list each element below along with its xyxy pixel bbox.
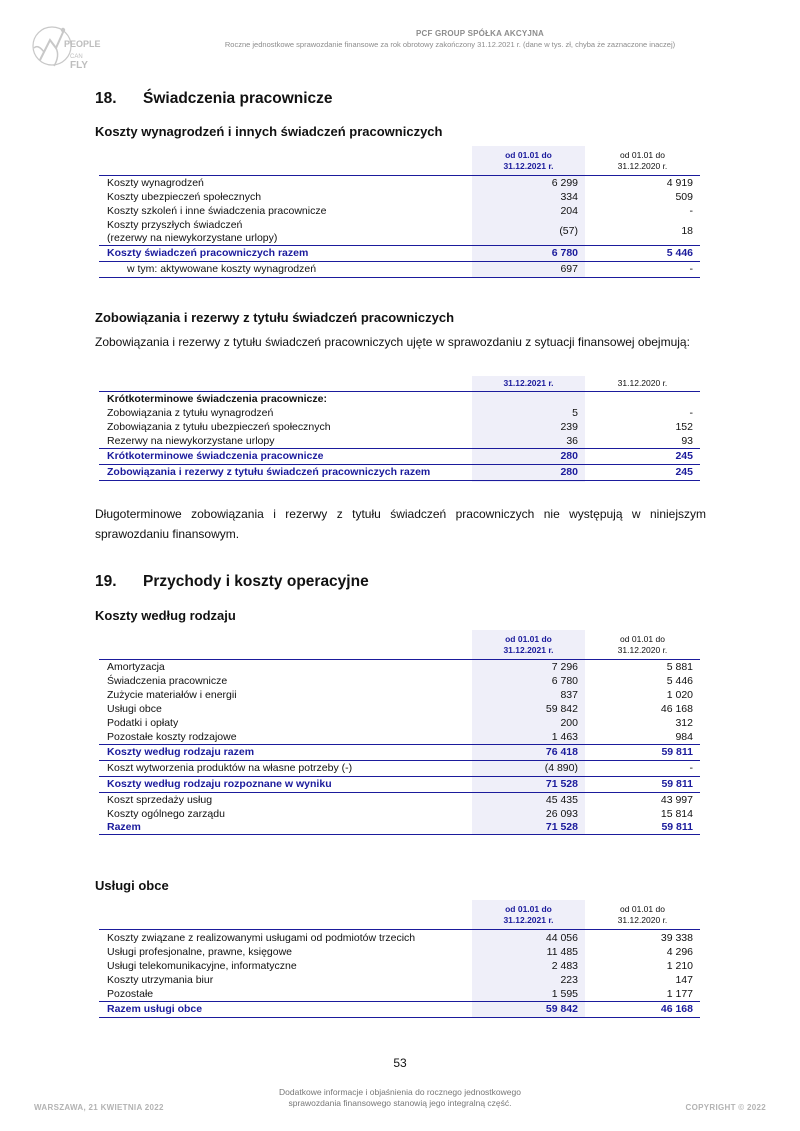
rule <box>99 776 700 777</box>
section-number: 19. <box>95 573 117 590</box>
header-company: PCF GROUP SPÓŁKA AKCYJNA <box>415 29 545 38</box>
section-title: Przychody i koszty operacyjne <box>143 573 369 590</box>
rule <box>99 464 700 465</box>
rule <box>99 760 700 761</box>
table-costs-by-type: od 01.01 do 31.12.2021 r. od 01.01 do 31.12.2020 r. Amortyzacja 7 296 5 881 Świadczenia pracownicze 6 780 5 446 Zużycie materiałów i energii 837 1 020 Usługi obce 59 842 46 168 Podatki i opłaty 200 312 Pozostałe koszty rodzajowe 1 463 984 Koszty według rodzaju razem 76 418 59 811 Koszt wytworzenia produktów na własne potrzeby (-) (4 890) - Koszty według rodzaju rozpoznane w wyniku 71 528 59 811 Koszt sprzedaży usług 45 435 43 997 Koszty ogólnego zarządu 26 093 15 814 Razem 71 528 59 811 <box>99 630 700 835</box>
rule <box>99 659 700 660</box>
table1-title: Koszty wynagrodzeń i innych świadczeń pracowniczych <box>95 124 443 139</box>
col-header-2020: od 01.01 do 31.12.2020 r. <box>617 634 668 655</box>
table-employee-liabilities: 31.12.2021 r. 31.12.2020 r. Krótkoterminowe świadczenia pracownicze: Zobowiązania z tytułu wynagrodzeń 5 - Zobowiązania z tytułu ubezpieczeń społecznych 239 152 Rezerwy na niewykorzystane urlopy 36 93 Krótkoterminowe świadczenia pracownicze 280 245 Zobowiązania i rezerwy z tytułu świadczeń pracowniczych razem 280 245 <box>99 376 700 482</box>
rule <box>99 929 700 930</box>
rule <box>99 1017 700 1018</box>
rule <box>99 391 700 392</box>
rule <box>99 261 700 262</box>
table4-title: Usługi obce <box>95 878 169 893</box>
header-subtitle: Roczne jednostkowe sprawozdanie finansowe za rok obrotowy zakończony 31.12.2021 r. (dane w tys. zł, chyba że zaznaczone inaczej) <box>224 40 676 49</box>
col-header-2020: od 01.01 do 31.12.2020 r. <box>617 904 668 925</box>
table2-intro: Zobowiązania i rezerwy z tytułu świadczeń pracowniczych ujęte w sprawozdaniu z sytuacji finansowej obejmują: <box>95 335 690 349</box>
rule <box>99 245 700 246</box>
rule <box>99 448 700 449</box>
col-header-2020: od 01.01 do 31.12.2020 r. <box>617 150 668 171</box>
footer-date: WARSZAWA, 21 KWIETNIA 2022 <box>34 1103 164 1112</box>
long-term-note: Długoterminowe zobowiązania i rezerwy z tytułu świadczeń pracowniczych nie występują w niniejszym sprawozdaniu finansowym. <box>95 507 706 541</box>
rule <box>99 744 700 745</box>
table-external-services: od 01.01 do 31.12.2021 r. od 01.01 do 31.12.2020 r. Koszty związane z realizowanymi usługami od podmiotów trzecich 44 056 39 338 Usługi profesjonalne, prawne, księgowe 11 485 4 296 Usługi telekomunikacyjne, informatyczne 2 483 1 210 Koszty utrzymania biur 223 147 Pozostałe 1 595 1 177 Razem usługi obce 59 842 46 168 <box>99 900 700 1018</box>
col-header-2020: 31.12.2020 r. <box>617 378 668 388</box>
section-number: 18. <box>95 90 117 107</box>
rule <box>99 834 700 835</box>
section-19-heading <box>95 573 369 591</box>
company-logo <box>30 22 101 77</box>
rule <box>99 277 700 278</box>
footer-copyright: COPYRIGHT © 2022 <box>685 1103 766 1112</box>
table-employee-costs: od 01.01 do 31.12.2021 r. od 01.01 do 31.12.2020 r. Koszty wynagrodzeń 6 299 4 919 Koszty ubezpieczeń społecznych 334 509 Koszty szkoleń i inne świadczenia pracownicze 204 - Koszty przyszłych świadczeń (rezerwy na niewykorzystane urlopy) (57) 18 Koszty świadczeń pracowniczych razem 6 780 5 446 w tym: aktywowane koszty wynagrodzeń 697 - <box>99 146 700 278</box>
col-header-2021: 31.12.2021 r. <box>503 378 554 388</box>
table2-title: Zobowiązania i rezerwy z tytułu świadczeń pracowniczych <box>95 310 455 325</box>
col-header-2021: od 01.01 do 31.12.2021 r. <box>503 904 554 925</box>
table3-title: Koszty według rodzaju <box>95 608 236 623</box>
svg-text:FLY: FLY <box>70 60 88 71</box>
table-row: Koszty przyszłych świadczeń (rezerwy na niewykorzystane urlopy) (57) 18 <box>107 219 693 244</box>
section-title: Świadczenia pracownicze <box>143 90 333 107</box>
rule <box>99 480 700 481</box>
svg-text:CAN: CAN <box>70 54 83 60</box>
col-header-2021: od 01.01 do 31.12.2021 r. <box>503 634 554 655</box>
svg-text:PEOPLE: PEOPLE <box>64 39 101 49</box>
footer-note: Dodatkowe informacje i objaśnienia do rocznego jednostkowego sprawozdania finansowego stanowią jego integralną część. <box>279 1087 521 1108</box>
rule <box>99 1001 700 1002</box>
col-header-2021: od 01.01 do 31.12.2021 r. <box>503 150 554 171</box>
section-18-heading <box>95 90 333 108</box>
rule <box>99 792 700 793</box>
rule <box>99 175 700 176</box>
page-number: 53 <box>393 1056 407 1070</box>
